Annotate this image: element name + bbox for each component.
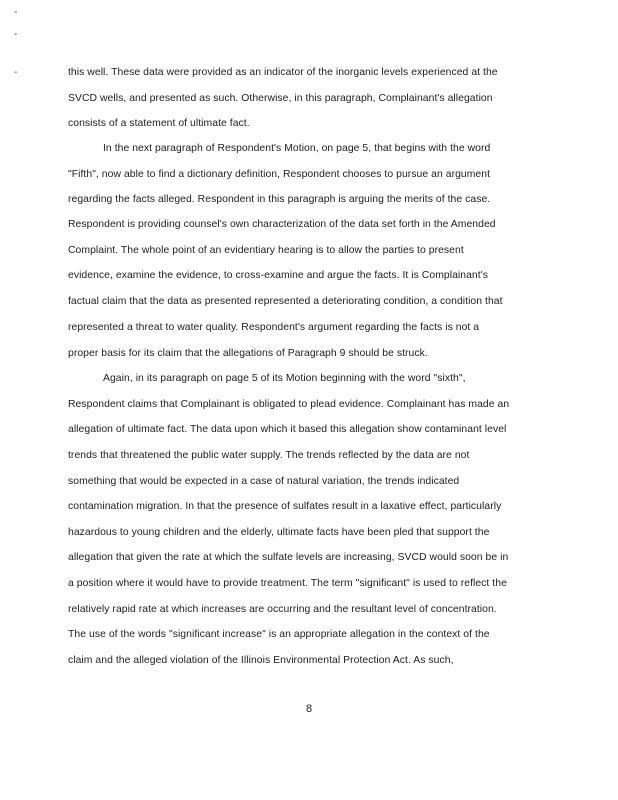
text-line: contamination migration. In that the presence of sulfates result in a laxative effect, particularly bbox=[68, 501, 502, 512]
text-line: a position where it would have to provide treatment. The term "significant" is used to reflect the bbox=[68, 578, 507, 589]
paragraph-first-line: In the next paragraph of Respondent's Motion, on page 5, that begins with the word bbox=[103, 143, 491, 154]
text-line: something that would be expected in a case of natural variation, the trends indicated bbox=[68, 476, 460, 487]
text-line: this well. These data were provided as an indicator of the inorganic levels experienced at the bbox=[68, 67, 498, 78]
text-line: claim and the alleged violation of the Illinois Environmental Protection Act. As such, bbox=[68, 655, 454, 666]
text-line: evidence, examine the evidence, to cross-examine and argue the facts. It is Complainant's bbox=[68, 270, 488, 281]
text-line: trends that threatened the public water supply. The trends reflected by the data are not bbox=[68, 450, 470, 461]
text-line: Respondent claims that Complainant is obligated to plead evidence. Complainant has made an bbox=[68, 399, 510, 410]
text-line: represented a threat to water quality. Respondent's argument regarding the facts is not a bbox=[68, 322, 480, 333]
text-line: The use of the words "significant increase" is an appropriate allegation in the context of the bbox=[68, 629, 490, 640]
text-line: "Fifth", now able to find a dictionary definition, Respondent chooses to pursue an argument bbox=[68, 169, 491, 180]
text-line: Complaint. The whole point of an evidentiary hearing is to allow the parties to present bbox=[68, 245, 464, 256]
text-line: SVCD wells, and presented as such. Otherwise, in this paragraph, Complainant's allegation bbox=[68, 93, 493, 104]
paragraph-first-line: Again, in its paragraph on page 5 of its Motion beginning with the word "sixth", bbox=[103, 373, 466, 384]
text-line: hazardous to young children and the elderly, ultimate facts have been pled that support the bbox=[68, 527, 490, 538]
text-line: allegation of ultimate fact. The data upon which it based this allegation show contaminant level bbox=[68, 424, 507, 435]
text-line: allegation that given the rate at which the sulfate levels are increasing, SVCD would soon be in bbox=[68, 552, 509, 563]
text-line: Respondent is providing counsel's own characterization of the data set forth in the Amended bbox=[68, 219, 496, 230]
text-line: factual claim that the data as presented represented a deteriorating condition, a condition that bbox=[68, 296, 503, 307]
page-number: 8 bbox=[305, 703, 313, 715]
margin-mark: - bbox=[14, 29, 18, 40]
margin-mark: - bbox=[14, 7, 18, 18]
margin-mark: - bbox=[14, 67, 18, 78]
text-line: regarding the facts alleged. Respondent in this paragraph is arguing the merits of the case. bbox=[68, 194, 491, 205]
text-line: proper basis for its claim that the allegations of Paragraph 9 should be struck. bbox=[68, 348, 428, 359]
text-line: consists of a statement of ultimate fact. bbox=[68, 118, 250, 129]
text-line: relatively rapid rate at which increases are occurring and the resultant level of concentration. bbox=[68, 604, 497, 615]
